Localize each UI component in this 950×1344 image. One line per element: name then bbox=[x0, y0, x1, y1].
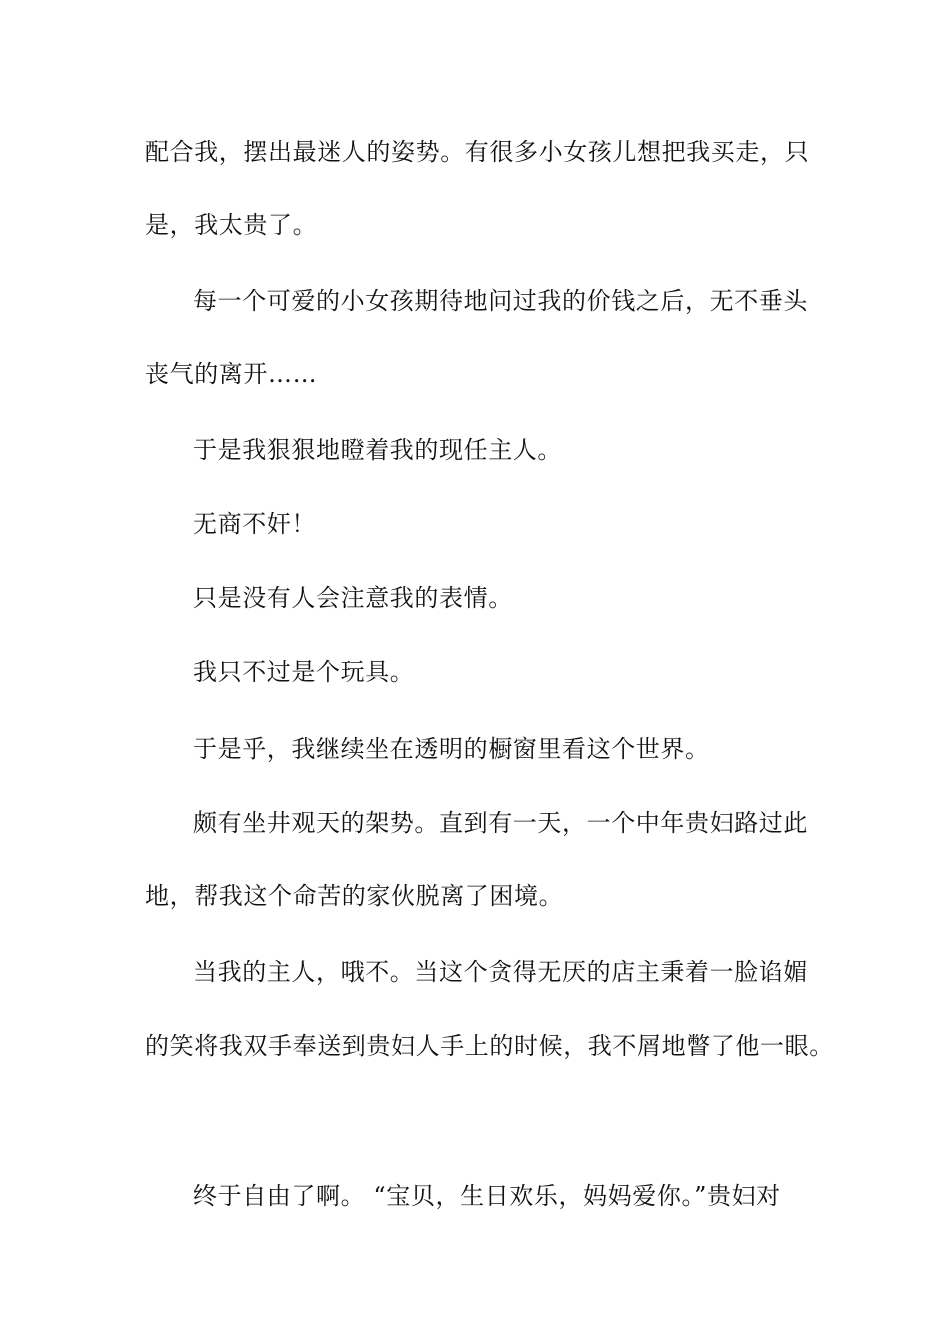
paragraph-line: 颇有坐井观天的架势。直到有一天，一个中年贵妇路过此 bbox=[193, 809, 808, 837]
text-line: 的笑将我双手奉送到贵妇人手上的时候，我不屑地瞥了他一眼。 bbox=[145, 1032, 834, 1060]
text-line: 地，帮我这个命苦的家伙脱离了困境。 bbox=[145, 882, 564, 910]
paragraph-line: 我只不过是个玩具。 bbox=[193, 658, 415, 686]
paragraph-line: 于是乎，我继续坐在透明的橱窗里看这个世界。 bbox=[193, 735, 710, 763]
paragraph-line: 每一个可爱的小女孩期待地问过我的价钱之后，无不垂头 bbox=[193, 287, 808, 315]
text-line: 是，我太贵了。 bbox=[145, 211, 318, 239]
paragraph-line: 于是我狠狠地瞪着我的现任主人。 bbox=[193, 436, 562, 464]
text-line: 丧气的离开…… bbox=[145, 360, 318, 388]
paragraph-line: 终于自由了啊。 “宝贝，生日欢乐，妈妈爱你。”贵妇对 bbox=[193, 1182, 781, 1210]
text-line: 配合我，摆出最迷人的姿势。有很多小女孩儿想把我买走，只 bbox=[145, 138, 810, 166]
paragraph-line: 无商不奸！ bbox=[193, 510, 316, 538]
paragraph-line: 当我的主人，哦不。当这个贪得无厌的店主秉着一脸谄媚 bbox=[193, 958, 808, 986]
paragraph-line: 只是没有人会注意我的表情。 bbox=[193, 584, 513, 612]
